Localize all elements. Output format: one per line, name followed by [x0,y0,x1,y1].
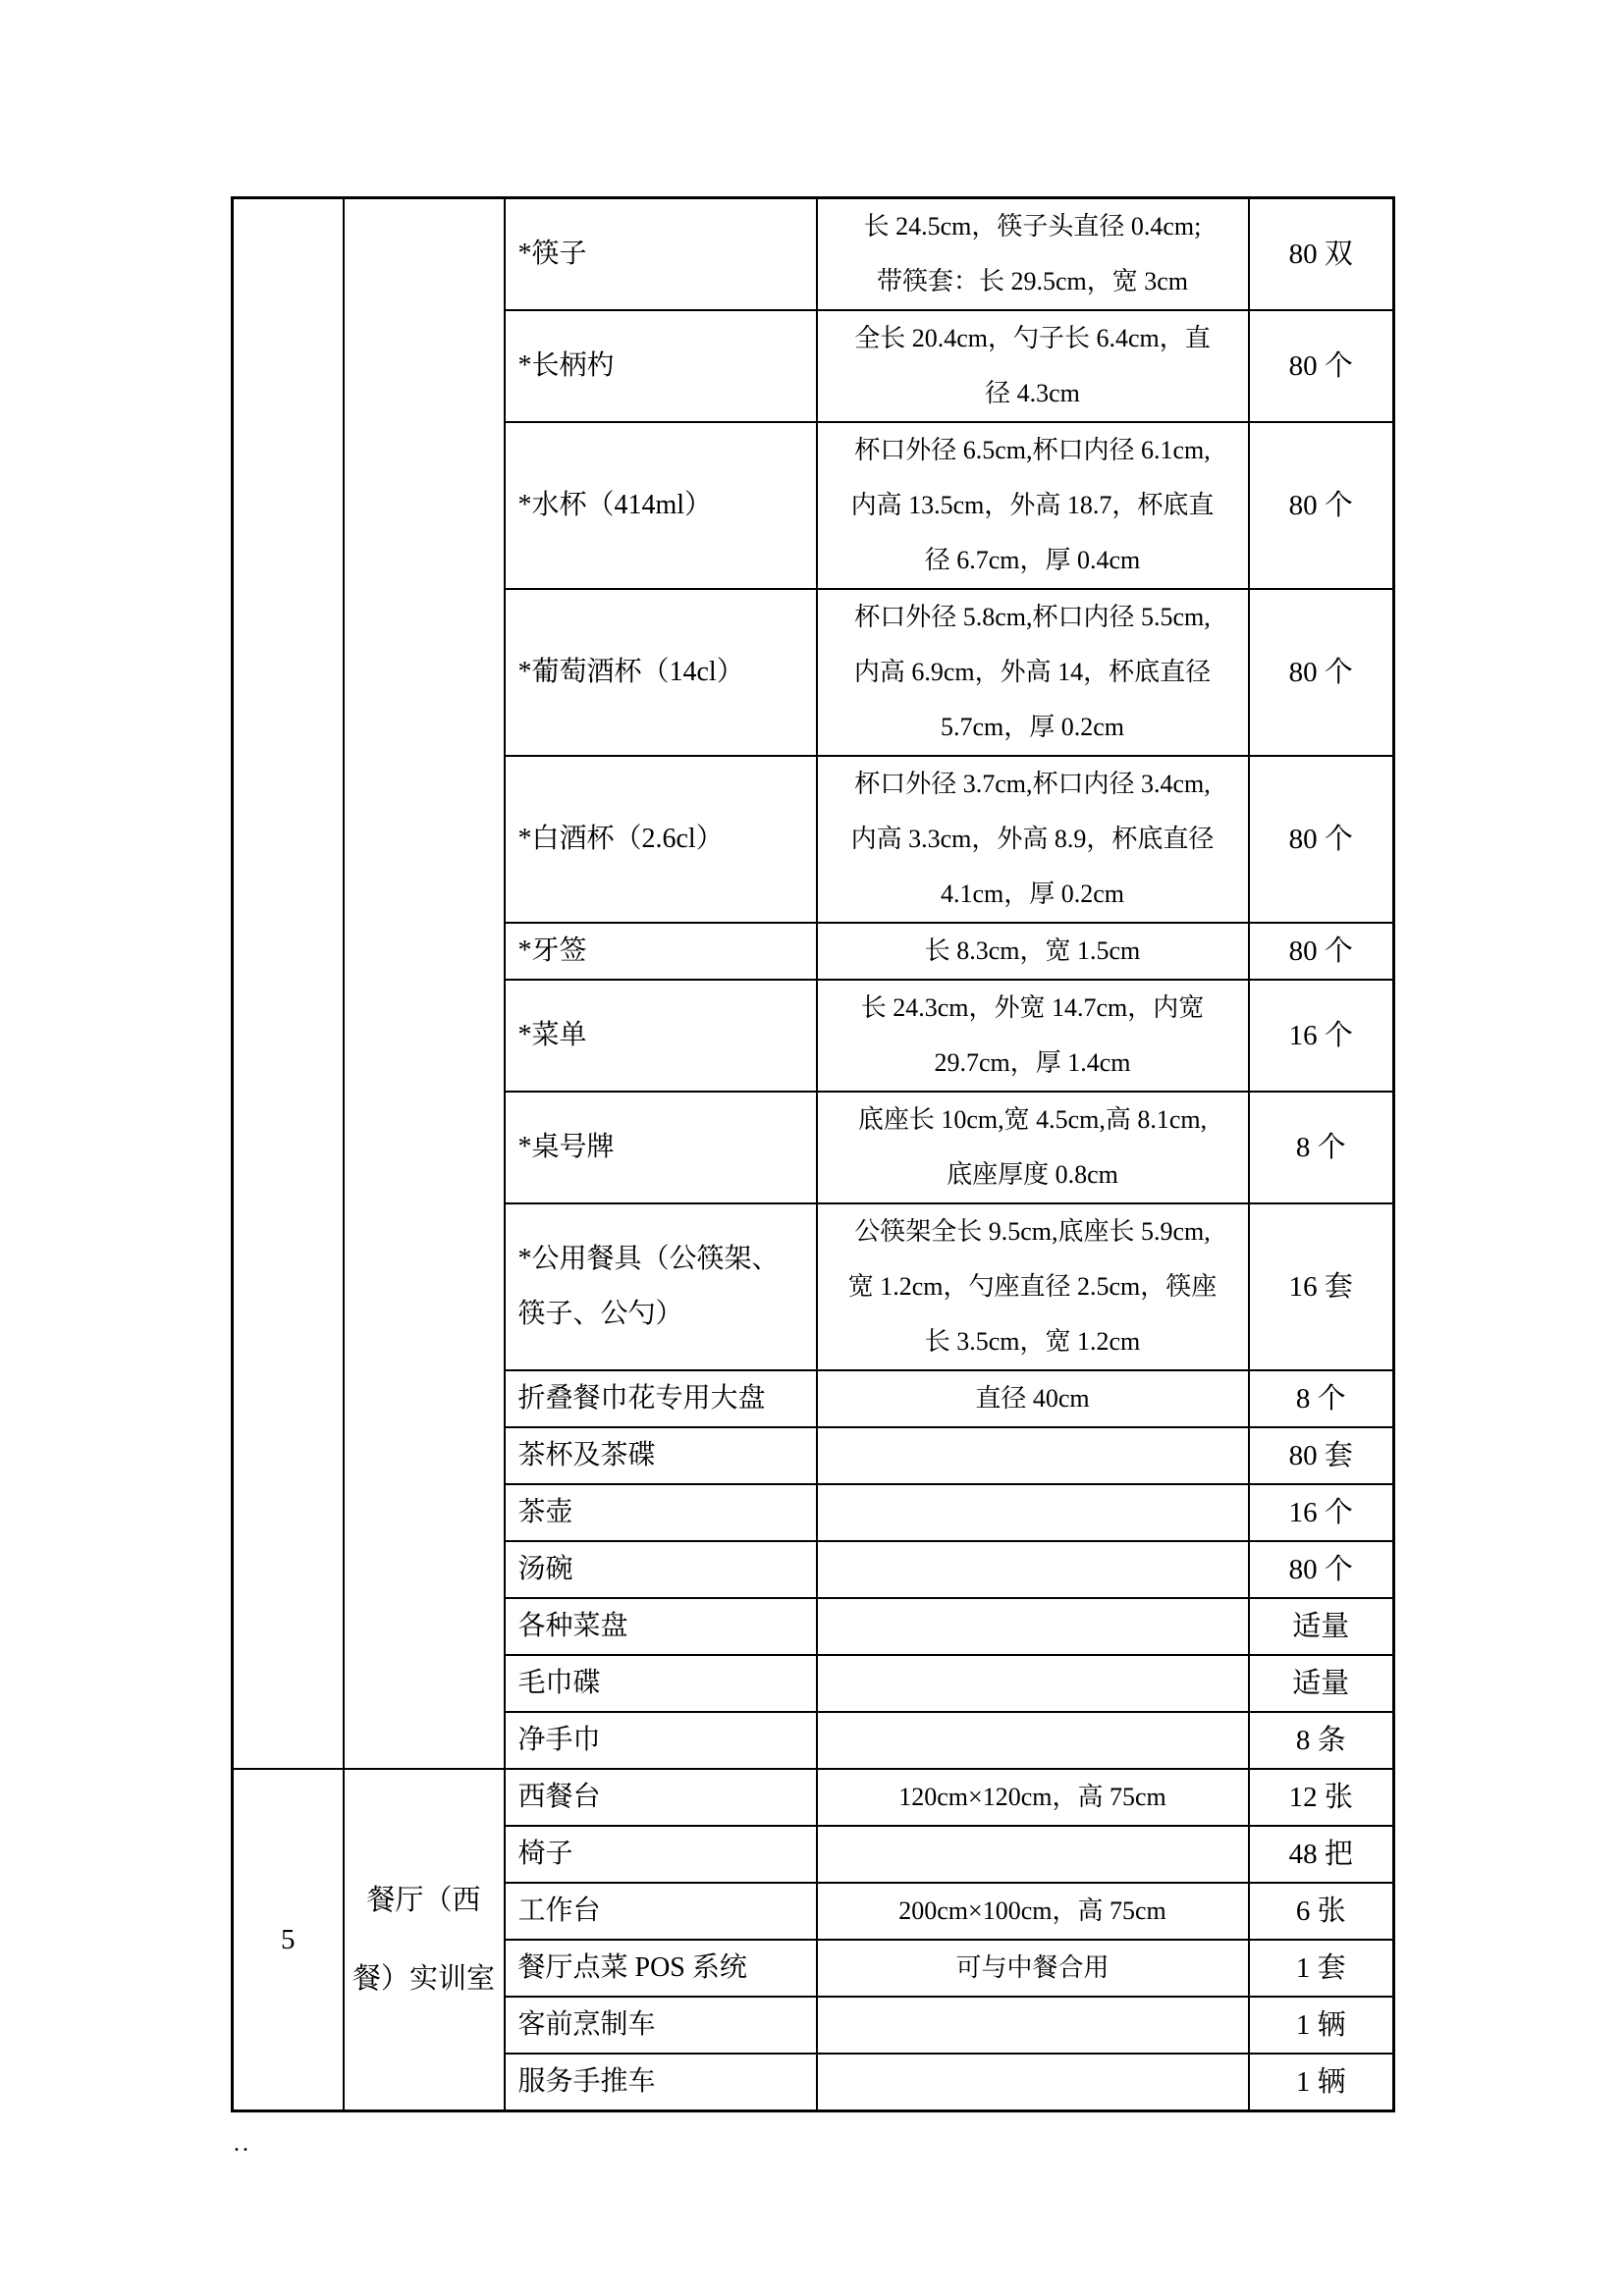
cell-line: 80 双 [1288,239,1353,270]
spec-cell [817,1826,1249,1883]
spec-cell [817,923,1249,980]
cell-line: 餐）实训室 [352,1963,495,1995]
spec-cell [817,1541,1249,1598]
cell-line: 径 4.3cm [985,379,1080,407]
item-cell [505,198,817,311]
cell-line: 8 个 [1295,1383,1346,1415]
item-cell [505,1541,817,1598]
qty-cell [1249,1883,1394,1940]
cell-line: 120cm×120cm，高 75cm [898,1783,1166,1811]
spec-cell [817,1203,1249,1370]
cell-line: 适量 [1292,1668,1350,1699]
item-cell [505,980,817,1092]
item-cell [505,422,817,589]
cell-line: 餐厅（西 [366,1885,481,1916]
qty-cell [1249,1370,1394,1427]
item-cell [505,1655,817,1712]
spec-cell [817,2054,1249,2111]
spec-cell [817,980,1249,1092]
qty-cell [1249,980,1394,1092]
cell-line: 西餐台 [517,1782,601,1812]
spec-cell [817,756,1249,923]
section-category-cell-0 [344,198,505,1770]
cell-line: 内高 6.9cm，外高 14，杯底直径 [853,658,1212,686]
footer-mark: .. [234,2131,251,2157]
cell-line: 全长 20.4cm，勺子长 6.4cm，直 [854,324,1211,352]
cell-line: 工作台 [517,1896,601,1926]
cell-line: 16 个 [1288,1497,1353,1528]
spec-cell [817,1092,1249,1203]
spec-cell [817,589,1249,756]
item-cell [505,310,817,422]
cell-line: *筷子 [517,239,587,269]
cell-line: 直径 40cm [975,1384,1090,1413]
item-cell [505,1598,817,1655]
item-cell [505,2054,817,2111]
cell-line: 长 3.5cm，宽 1.2cm [924,1327,1141,1356]
qty-cell [1249,198,1394,311]
qty-cell [1249,1427,1394,1484]
cell-line: 内高 13.5cm，外高 18.7，杯底直 [850,491,1215,519]
spec-cell [817,1883,1249,1940]
cell-line: 净手巾 [517,1725,601,1755]
cell-line: 径 6.7cm，厚 0.4cm [924,546,1141,574]
cell-line: 5.7cm，厚 0.2cm [940,713,1125,741]
section-category-cell-1 [344,1769,505,2111]
spec-cell [817,1655,1249,1712]
cell-line: 长 24.5cm，筷子头直径 0.4cm; [863,212,1202,240]
cell-line: *长柄杓 [517,350,615,381]
qty-cell [1249,1769,1394,1826]
equipment-table [231,196,1395,2112]
item-cell [505,1712,817,1769]
qty-cell [1249,1940,1394,1997]
table-row [233,198,1394,311]
cell-line: 椅子 [517,1839,573,1869]
item-cell [505,1769,817,1826]
table-row [233,1769,1394,1826]
cell-line: *公用餐具（公筷架、 [517,1244,780,1274]
cell-line: 长 24.3cm，外宽 14.7cm，内宽 [860,993,1205,1022]
cell-line: 80 个 [1288,657,1353,688]
item-cell [505,1427,817,1484]
item-cell [505,1883,817,1940]
qty-cell [1249,1203,1394,1370]
cell-line: 80 个 [1288,1554,1353,1585]
cell-line: 毛巾碟 [517,1668,601,1698]
cell-line: 底座厚度 0.8cm [947,1160,1118,1189]
item-cell [505,1370,817,1427]
cell-line: *牙签 [517,935,587,966]
cell-line: *桌号牌 [517,1132,615,1162]
cell-line: *菜单 [517,1020,587,1050]
cell-line: 适量 [1292,1611,1350,1642]
cell-line: 4.1cm，厚 0.2cm [940,880,1125,908]
qty-cell [1249,1712,1394,1769]
cell-line: 宽 1.2cm，勺座直径 2.5cm，筷座 [847,1272,1218,1301]
item-cell [505,1484,817,1541]
cell-line: 16 套 [1288,1271,1353,1303]
cell-line: 12 张 [1288,1782,1353,1813]
cell-line: *葡萄酒杯（14cl） [517,657,744,687]
cell-line: 48 把 [1288,1839,1353,1870]
cell-line: 茶壶 [517,1497,573,1527]
qty-cell [1249,2054,1394,2111]
spec-cell [817,1940,1249,1997]
spec-cell [817,1997,1249,2054]
cell-line: 筷子、公勺） [517,1299,683,1329]
spec-cell [817,1712,1249,1769]
cell-line: 杯口外径 6.5cm,杯口内径 6.1cm, [854,436,1211,464]
cell-line: 1 套 [1295,1952,1346,1984]
cell-line: 1 辆 [1295,2009,1346,2041]
spec-cell [817,1484,1249,1541]
cell-line: *白酒杯（2.6cl） [517,824,724,854]
qty-cell [1249,1484,1394,1541]
cell-line: 16 个 [1288,1020,1353,1051]
cell-line: 29.7cm，厚 1.4cm [934,1048,1131,1077]
qty-cell [1249,923,1394,980]
cell-line: 可与中餐合用 [955,1953,1110,1982]
cell-line: 餐厅点菜 POS 系统 [517,1952,747,1983]
cell-line: 6 张 [1295,1896,1346,1927]
spec-cell [817,198,1249,311]
item-cell [505,589,817,756]
cell-line: 汤碗 [517,1554,573,1584]
cell-line: 带筷套：长 29.5cm，宽 3cm [876,267,1189,295]
cell-line: 服务手推车 [517,2066,656,2097]
item-cell [505,1826,817,1883]
spec-cell [817,1370,1249,1427]
cell-line: 客前烹制车 [517,2009,656,2040]
cell-line: 茶杯及茶碟 [517,1440,656,1470]
cell-line: *水杯（414ml） [517,490,713,520]
cell-line: 长 8.3cm，宽 1.5cm [924,936,1141,965]
cell-line: 80 套 [1288,1440,1353,1471]
section-seq-cell-1 [233,1769,344,2111]
spec-cell [817,1427,1249,1484]
item-cell [505,1092,817,1203]
item-cell [505,756,817,923]
cell-line: 8 条 [1295,1725,1346,1756]
cell-line: 5 [281,1924,296,1955]
cell-line: 公筷架全长 9.5cm,底座长 5.9cm, [854,1217,1211,1246]
cell-line: 80 个 [1288,490,1353,521]
item-cell [505,923,817,980]
item-cell [505,1203,817,1370]
qty-cell [1249,1655,1394,1712]
qty-cell [1249,1092,1394,1203]
section-seq-cell-0 [233,198,344,1770]
qty-cell [1249,422,1394,589]
spec-cell [817,1769,1249,1826]
item-cell [505,1997,817,2054]
cell-line: 200cm×100cm，高 75cm [898,1896,1166,1925]
cell-line: 杯口外径 5.8cm,杯口内径 5.5cm, [854,603,1211,631]
qty-cell [1249,1598,1394,1655]
cell-line: 内高 3.3cm，外高 8.9，杯底直径 [850,825,1215,853]
spec-cell [817,422,1249,589]
spec-cell [817,1598,1249,1655]
cell-line: 底座长 10cm,宽 4.5cm,高 8.1cm, [857,1105,1208,1134]
cell-line: 1 辆 [1295,2066,1346,2098]
cell-line: 各种菜盘 [517,1611,628,1641]
qty-cell [1249,310,1394,422]
cell-line: 80 个 [1288,935,1353,967]
cell-line: 折叠餐巾花专用大盘 [517,1383,766,1414]
cell-line: 杯口外径 3.7cm,杯口内径 3.4cm, [854,770,1211,798]
qty-cell [1249,1541,1394,1598]
qty-cell [1249,756,1394,923]
cell-line: 80 个 [1288,350,1353,382]
qty-cell [1249,1826,1394,1883]
spec-cell [817,310,1249,422]
item-cell [505,1940,817,1997]
qty-cell [1249,1997,1394,2054]
equipment-table-body [233,198,1394,2111]
cell-line: 80 个 [1288,824,1353,855]
cell-line: 8 个 [1295,1132,1346,1163]
qty-cell [1249,589,1394,756]
